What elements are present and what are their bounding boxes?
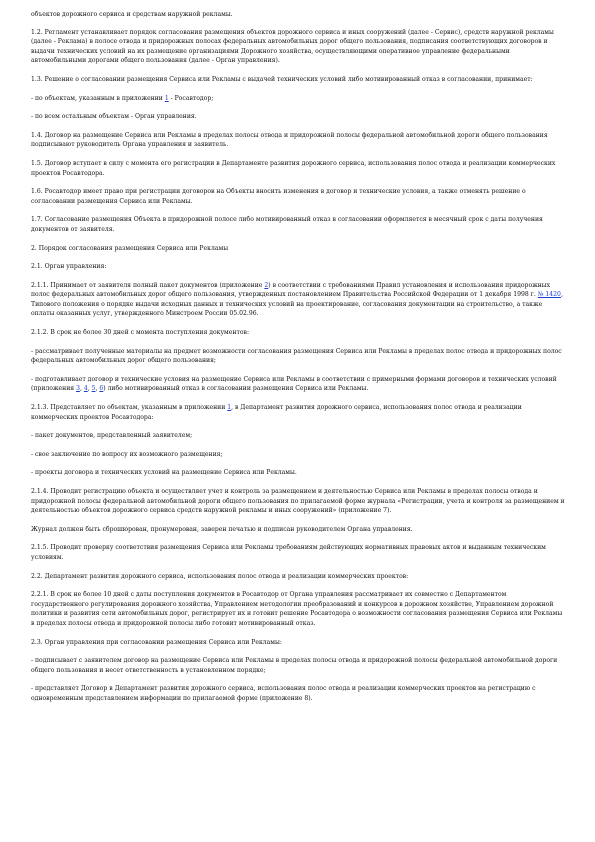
paragraph-1-4: 1.4. Договор на размещение Сервиса или Рекламы в пределах полосы отвода и придорожной полосы федеральной автомобильной дороги общего пользования подписывают руководитель Органа управления и заявитель. [31, 131, 548, 149]
paragraph-1-3-item-organ: - по всем остальным объектам - Орган управления. [31, 113, 197, 121]
text-segment: 2.1.1. Принимает от заявителя полный пакет документов (приложение [31, 281, 265, 289]
paragraph-2-2: 2.2. Департамент развития дорожного сервиса, использования полос отвода и реализации коммерческих проектов: [31, 572, 409, 580]
paragraph-2-1-2: 2.1.2. В срок не более 30 дней с момента поступления документов: [31, 329, 249, 337]
paragraph-2-3-item-sign: - подписывает с заявителем договор на размещение Сервиса или Рекламы в пределах полосы отвода и придорожной полосы федеральной автомобильной дороги общего пользования и несет ответственность в установленном порядке; [31, 657, 558, 674]
text-segment: , [95, 385, 100, 393]
paragraph-1-2: 1.2. Регламент устанавливает порядок согласования размещения объектов дорожного сервиса и иных сооружений (далее - Сервис), средств наружной рекламы (далее - Реклама) в полосе отвода и придорожных полосах федеральных автомобильных дорог общего пользования, подписания соответствующих договоров и выдачи технических условий на их размещение организациями Дорожного хозяйства, осуществляющими оперативное управление федеральными автомобильными дорогами общего пользования (далее - Орган управления). [31, 28, 554, 65]
paragraph-2-3: 2.3. Орган управления при согласовании размещения Сервиса или Рекламы: [31, 638, 282, 646]
paragraph-2-1-5: 2.1.5. Проводит проверку соответствия размещения Сервиса или Рекламы требованиям действующих нормативных правовых актов и выданным техническим условиям. [31, 544, 546, 561]
paragraph-1-3-item-rosavtodor [31, 94, 565, 104]
section-2-heading: 2. Порядок согласования размещения Сервиса или Рекламы [31, 244, 229, 252]
paragraph-continuation: объектов дорожного сервиса и средствам наружной рекламы. [31, 11, 233, 18]
paragraph-2-1-3 [31, 403, 565, 422]
paragraph-journal-note: Журнал должен быть сброшюрован, пронумерован, заверен печатью и подписан руководителем Органа управления. [31, 525, 413, 533]
paragraph-2-1: 2.1. Орган управления: [31, 263, 107, 271]
paragraph-2-1-3-item-drafts: - проекты договора и технических условий на размещение Сервиса или Рекламы. [31, 469, 297, 477]
paragraph-2-1-4: 2.1.4. Проводит регистрацию объекта и осуществляет учет и контроль за размещением и деятельностью Сервиса или Рекламы в пределах полосы отвода и придорожной полосы федеральной автомобильной дороги общего пользования по прилагаемой форме журнала «Регистрации, учета и контроля за размещением и деятельностью объектов дорожного сервиса средств наружной рекламы и иных сооружений» (приложение 7). [31, 488, 565, 515]
paragraph-2-1-2-item-prepare [31, 375, 565, 394]
paragraph-2-1-2-item-review: - рассматривает полученные материалы на предмет возможности согласования размещения Сервиса или Рекламы в пределах полос отвода и придорожных полос федеральных автомобильных дорог общего пользования; [31, 347, 562, 365]
text-segment: 2.1.3. Представляет по объектам, указанным в приложении [31, 404, 228, 412]
text-segment: , в Департамент развития дорожного сервиса, использования полос отвода и реализации коммерческих проектов Росавтодора: [31, 404, 522, 421]
text-segment: ) либо мотивированный отказ в согласовании размещения Сервиса или Рекламы. [103, 385, 369, 393]
appendix-5-link[interactable]: 5 [91, 385, 96, 393]
appendix-6-link[interactable]: 6 [99, 385, 104, 393]
text-segment: - Росавтодор; [168, 94, 214, 102]
decree-link[interactable]: № 1420 [537, 291, 561, 299]
text-segment: - подготавливает договор и технические условия на размещение Сервиса или Рекламы в соответствии с примерными формами договоров и технических условий (приложения [31, 375, 557, 393]
appendix-1-link[interactable]: 1 [164, 94, 169, 102]
paragraph-2-2-1: 2.2.1. В срок не более 10 дней с даты поступления документов в Росавтодор от Органа управления рассматривает их совместно с Департаментом государственного регулирования дорожного хозяйства, Управлением методологии преобразований и конкурсов в дорожном хозяйстве, Управлением дорожной политики и развития сети автомобильных дорог, регистрирует их и готовит решение Росавтодора о возможности согласования размещения Сервиса или Рекламы в пределах полосы отвода и придорожной полосы либо готовит мотивированный отказ. [31, 591, 563, 627]
text-segment: , [87, 385, 92, 393]
appendix-3-link[interactable]: 3 [76, 385, 80, 393]
paragraph-2-3-item-submit: - представляет Договор в Департамент развития дорожного сервиса, использования полос отвода и реализации коммерческих проектов на регистрацию с одновременным представлением информации по прилагаемой форме (приложение 8). [31, 685, 536, 702]
paragraph-2-1-3-item-package: - пакет документов, представленный заявителем; [31, 432, 193, 440]
paragraph-1-6: 1.6. Росавтодор имеет право при регистрации договоров на Объекты вносить изменения в договор и технические условия, а также отменять решение о согласовании размещения Сервиса или Рекламы. [31, 188, 526, 205]
text-segment: , Типового положения о порядке выдачи исходных данных и технических условий на проектирование, согласования документации на строительство, а также оплаты оказанных услуг, утвержденного Минстроем России 05.02.96. [31, 291, 563, 318]
appendix-1-link-second[interactable]: 1 [227, 404, 232, 412]
document-page [31, 10, 565, 713]
paragraph-2-1-1 [31, 281, 565, 319]
text-segment: ) в соответствии с требованиями Правил установления и использования придорожных полос федеральных автомобильных дорог общего пользования, утвержденных постановлением Правительства Российской Федерации от 1 декабря 1998 г. [31, 281, 551, 299]
paragraph-1-7: 1.7. Согласование размещения Объекта в придорожной полосе либо мотивированный отказ в согласовании оформляется в месячный срок с даты получения документов от заявителя. [31, 216, 543, 233]
text-segment: - по объектам, указанным в приложении [31, 94, 165, 102]
paragraph-2-1-3-item-conclusion: - свое заключение по вопросу их возможного размещения; [31, 450, 223, 458]
appendix-2-link[interactable]: 2 [264, 281, 269, 289]
paragraph-1-3: 1.3. Решение о согласовании размещения Сервиса или Рекламы с выдачей технических условий либо мотивированный отказ в согласовании, принимает: [31, 75, 533, 83]
text-segment: , [79, 385, 84, 393]
paragraph-1-5: 1.5. Договор вступает в силу с момента его регистрации в Департаменте развития дорожного сервиса, использования полос отвода и реализации коммерческих проектов Росавтодора. [31, 159, 556, 177]
appendix-4-link[interactable]: 4 [83, 385, 88, 393]
